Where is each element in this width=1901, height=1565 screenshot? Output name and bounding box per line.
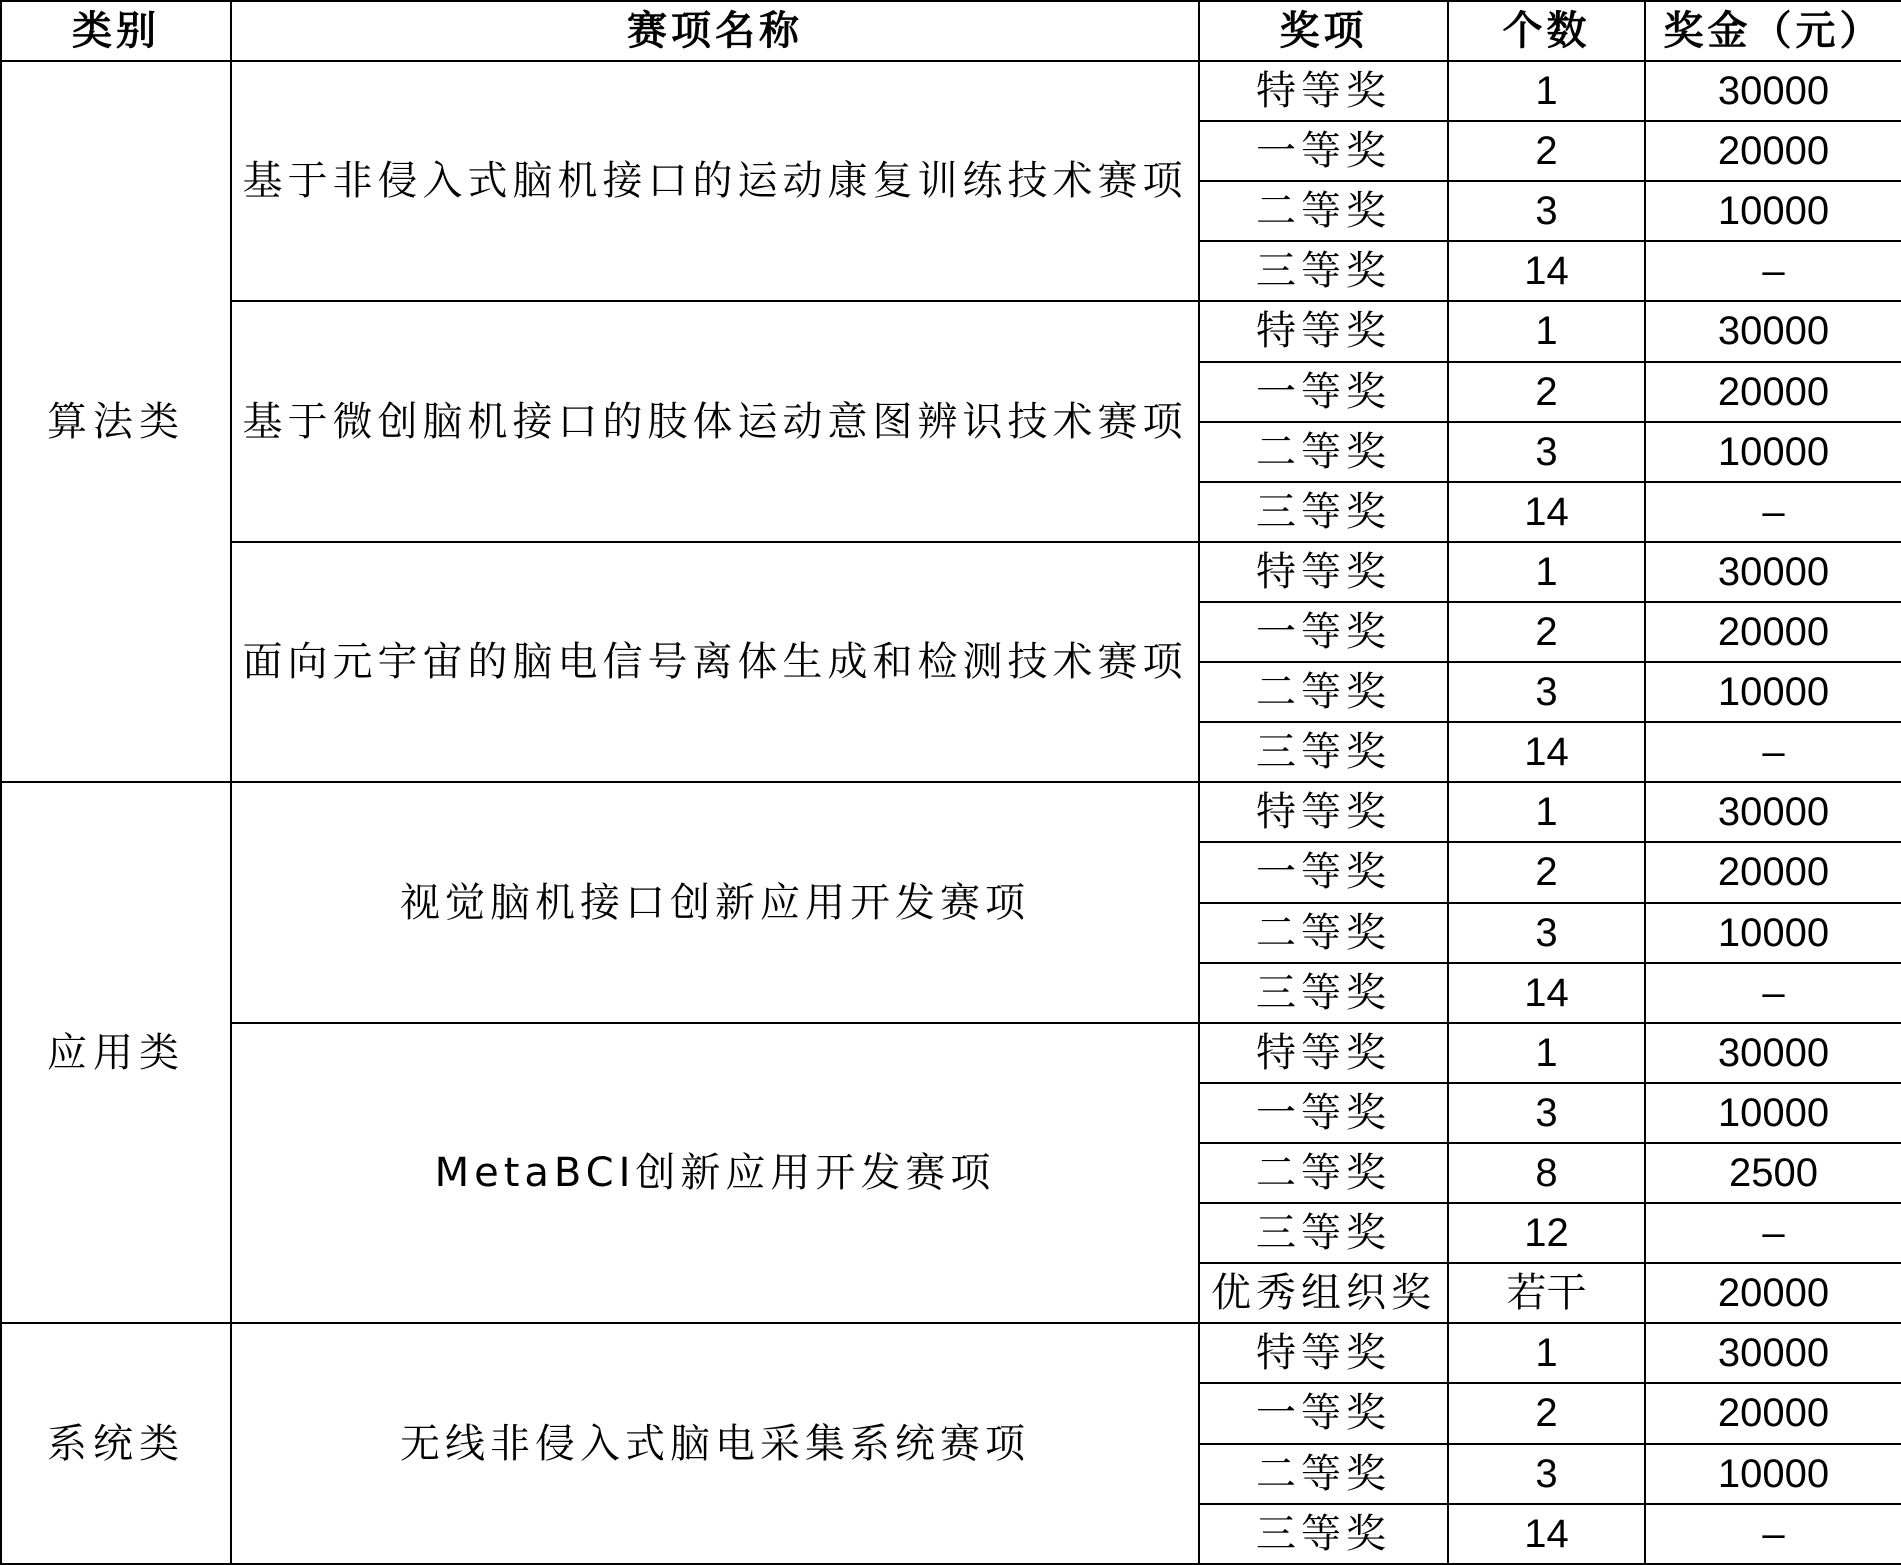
- award-cell: 一等奖: [1199, 1083, 1448, 1143]
- prize-cell: –: [1645, 1203, 1901, 1263]
- count-cell: 2: [1448, 121, 1645, 181]
- award-cell: 一等奖: [1199, 842, 1448, 902]
- award-cell: 一等奖: [1199, 602, 1448, 662]
- table-row: [1, 1023, 1901, 1083]
- prize-cell: 30000: [1645, 1323, 1901, 1383]
- count-cell: 3: [1448, 181, 1645, 241]
- table-body: [1, 61, 1901, 1564]
- table-row: [1, 542, 1901, 602]
- award-cell: 二等奖: [1199, 181, 1448, 241]
- count-cell: 1: [1448, 542, 1645, 602]
- header-event: 赛项名称: [231, 1, 1199, 61]
- award-cell: 三等奖: [1199, 722, 1448, 782]
- count-cell: 14: [1448, 241, 1645, 301]
- table-row: [1, 301, 1901, 361]
- prize-cell: 20000: [1645, 121, 1901, 181]
- count-cell: 2: [1448, 1383, 1645, 1443]
- count-cell: 14: [1448, 482, 1645, 542]
- prize-cell: 10000: [1645, 1083, 1901, 1143]
- header-row: [1, 1, 1901, 61]
- prize-cell: 10000: [1645, 181, 1901, 241]
- count-cell: 1: [1448, 1323, 1645, 1383]
- prize-cell: –: [1645, 241, 1901, 301]
- prize-cell: –: [1645, 482, 1901, 542]
- header-category: 类别: [1, 1, 231, 61]
- award-cell: 特等奖: [1199, 61, 1448, 121]
- award-cell: 特等奖: [1199, 301, 1448, 361]
- award-cell: 一等奖: [1199, 362, 1448, 422]
- prize-cell: 10000: [1645, 662, 1901, 722]
- award-cell: 特等奖: [1199, 542, 1448, 602]
- prize-cell: 10000: [1645, 422, 1901, 482]
- prize-cell: 10000: [1645, 1444, 1901, 1504]
- table-row: [1, 782, 1901, 842]
- table-row: [1, 1323, 1901, 1383]
- count-cell: 8: [1448, 1143, 1645, 1203]
- award-cell: 二等奖: [1199, 662, 1448, 722]
- award-cell: 三等奖: [1199, 963, 1448, 1023]
- prize-cell: 2500: [1645, 1143, 1901, 1203]
- award-cell: 特等奖: [1199, 1323, 1448, 1383]
- award-cell: 特等奖: [1199, 782, 1448, 842]
- category-cell: 系统类: [1, 1323, 231, 1564]
- count-cell: 3: [1448, 422, 1645, 482]
- event-name-cell: 视觉脑机接口创新应用开发赛项: [231, 782, 1199, 1022]
- prize-cell: –: [1645, 722, 1901, 782]
- event-name-cell: MetaBCI创新应用开发赛项: [231, 1023, 1199, 1324]
- header-prize: 奖金（元）: [1645, 1, 1901, 61]
- award-cell: 三等奖: [1199, 482, 1448, 542]
- award-cell: 一等奖: [1199, 121, 1448, 181]
- prize-cell: 20000: [1645, 602, 1901, 662]
- award-cell: 三等奖: [1199, 241, 1448, 301]
- count-cell: 2: [1448, 842, 1645, 902]
- prize-cell: 30000: [1645, 782, 1901, 842]
- count-cell: 14: [1448, 963, 1645, 1023]
- count-cell: 1: [1448, 782, 1645, 842]
- prize-cell: 20000: [1645, 1263, 1901, 1323]
- count-cell: 14: [1448, 722, 1645, 782]
- count-cell: 14: [1448, 1504, 1645, 1564]
- award-cell: 优秀组织奖: [1199, 1263, 1448, 1323]
- category-cell: 算法类: [1, 61, 231, 782]
- event-name-cell: 基于微创脑机接口的肢体运动意图辨识技术赛项: [231, 301, 1199, 541]
- award-cell: 三等奖: [1199, 1504, 1448, 1564]
- count-cell: 3: [1448, 1444, 1645, 1504]
- prize-cell: 30000: [1645, 1023, 1901, 1083]
- prize-cell: 20000: [1645, 842, 1901, 902]
- count-cell: 1: [1448, 1023, 1645, 1083]
- count-cell: 1: [1448, 61, 1645, 121]
- count-cell: 3: [1448, 903, 1645, 963]
- prize-cell: 30000: [1645, 301, 1901, 361]
- header-count: 个数: [1448, 1, 1645, 61]
- count-cell: 2: [1448, 602, 1645, 662]
- table-row: [1, 61, 1901, 121]
- prize-cell: 20000: [1645, 1383, 1901, 1443]
- event-name-cell: 面向元宇宙的脑电信号离体生成和检测技术赛项: [231, 542, 1199, 782]
- award-cell: 特等奖: [1199, 1023, 1448, 1083]
- prize-cell: –: [1645, 1504, 1901, 1564]
- award-cell: 二等奖: [1199, 1444, 1448, 1504]
- count-cell: 1: [1448, 301, 1645, 361]
- prize-cell: –: [1645, 963, 1901, 1023]
- prize-cell: 10000: [1645, 903, 1901, 963]
- event-name-cell: 基于非侵入式脑机接口的运动康复训练技术赛项: [231, 61, 1199, 301]
- count-cell: 12: [1448, 1203, 1645, 1263]
- prize-cell: 30000: [1645, 542, 1901, 602]
- award-cell: 三等奖: [1199, 1203, 1448, 1263]
- award-cell: 二等奖: [1199, 903, 1448, 963]
- award-cell: 二等奖: [1199, 422, 1448, 482]
- count-cell: 3: [1448, 662, 1645, 722]
- prize-cell: 20000: [1645, 362, 1901, 422]
- category-cell: 应用类: [1, 782, 231, 1323]
- count-cell: 2: [1448, 362, 1645, 422]
- header-award: 奖项: [1199, 1, 1448, 61]
- award-cell: 二等奖: [1199, 1143, 1448, 1203]
- count-cell: 若干: [1448, 1263, 1645, 1323]
- prize-cell: 30000: [1645, 61, 1901, 121]
- count-cell: 3: [1448, 1083, 1645, 1143]
- event-name-cell: 无线非侵入式脑电采集系统赛项: [231, 1323, 1199, 1564]
- award-cell: 一等奖: [1199, 1383, 1448, 1443]
